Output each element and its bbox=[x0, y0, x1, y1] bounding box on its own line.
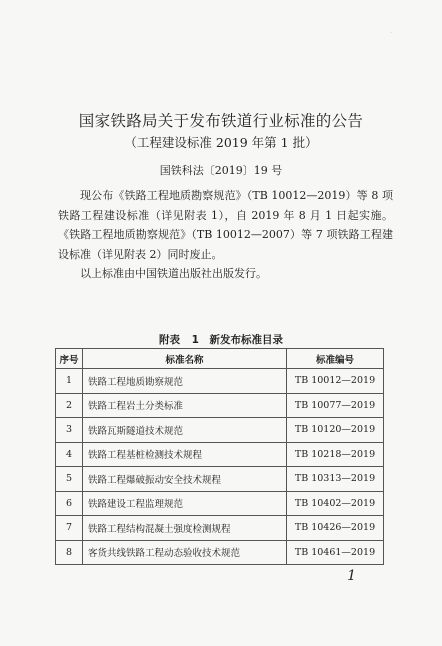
table-row bbox=[56, 393, 384, 418]
corner-mark: · bbox=[390, 30, 392, 37]
row-code: TB 10313—2019 bbox=[287, 467, 384, 492]
table-header-row bbox=[56, 349, 384, 369]
row-code: TB 10426—2019 bbox=[287, 516, 384, 541]
announcement-subtitle: （工程建设标准 2019 年第 1 批） bbox=[124, 135, 318, 150]
row-name: 铁路工程岩土分类标准 bbox=[83, 393, 287, 418]
row-no: 5 bbox=[56, 467, 83, 492]
body-paragraph-2: 以上标准由中国铁道出版社出版发行。 bbox=[80, 267, 267, 280]
table-row bbox=[56, 418, 384, 443]
row-no: 7 bbox=[56, 516, 83, 541]
row-name: 客货共线铁路工程动态验收技术规范 bbox=[83, 540, 287, 565]
table-row bbox=[56, 442, 384, 467]
row-no: 1 bbox=[56, 369, 83, 394]
row-no: 4 bbox=[56, 442, 83, 467]
row-name: 铁路建设工程监理规范 bbox=[83, 491, 287, 516]
announcement-body bbox=[58, 186, 393, 284]
row-name: 铁路瓦斯隧道技术规范 bbox=[83, 418, 287, 443]
header-no: 序号 bbox=[56, 349, 83, 369]
row-code: TB 10402—2019 bbox=[287, 491, 384, 516]
table-row bbox=[56, 516, 384, 541]
row-code: TB 10461—2019 bbox=[287, 540, 384, 565]
table-row bbox=[56, 491, 384, 516]
table-row bbox=[56, 467, 384, 492]
row-no: 2 bbox=[56, 393, 83, 418]
header-name: 标准名称 bbox=[83, 349, 287, 369]
row-name: 铁路工程地质勘察规范 bbox=[83, 369, 287, 394]
body-paragraph-1: 现公布《铁路工程地质勘察规范》（TB 10012—2019）等 8 项铁路工程建设标准（详见附表 1），自 2019 年 8 月 1 日起实施。《铁路工程地质勘察规范》（TB 10012—2007）等 7 项铁路工程建设标准（详见附表 2）同时废止。 bbox=[58, 189, 393, 261]
row-code: TB 10218—2019 bbox=[287, 442, 384, 467]
row-code: TB 10077—2019 bbox=[287, 393, 384, 418]
table-caption: 附表 1 新发布标准目录 bbox=[159, 334, 283, 346]
header-code: 标准编号 bbox=[287, 349, 384, 369]
row-code: TB 10012—2019 bbox=[287, 369, 384, 394]
row-name: 铁路工程结构混凝土强度检测规程 bbox=[83, 516, 287, 541]
page-number: 1 bbox=[347, 568, 356, 584]
table-row bbox=[56, 369, 384, 394]
row-name: 铁路工程基桩检测技术规程 bbox=[83, 442, 287, 467]
row-name: 铁路工程爆破振动安全技术规程 bbox=[83, 467, 287, 492]
standards-table bbox=[55, 348, 384, 565]
announcement-title: 国家铁路局关于发布铁道行业标准的公告 bbox=[78, 112, 364, 130]
row-code: TB 10120—2019 bbox=[287, 418, 384, 443]
row-no: 3 bbox=[56, 418, 83, 443]
row-no: 8 bbox=[56, 540, 83, 565]
row-no: 6 bbox=[56, 491, 83, 516]
document-number: 国铁科法〔2019〕19 号 bbox=[159, 164, 283, 177]
table-row bbox=[56, 540, 384, 565]
